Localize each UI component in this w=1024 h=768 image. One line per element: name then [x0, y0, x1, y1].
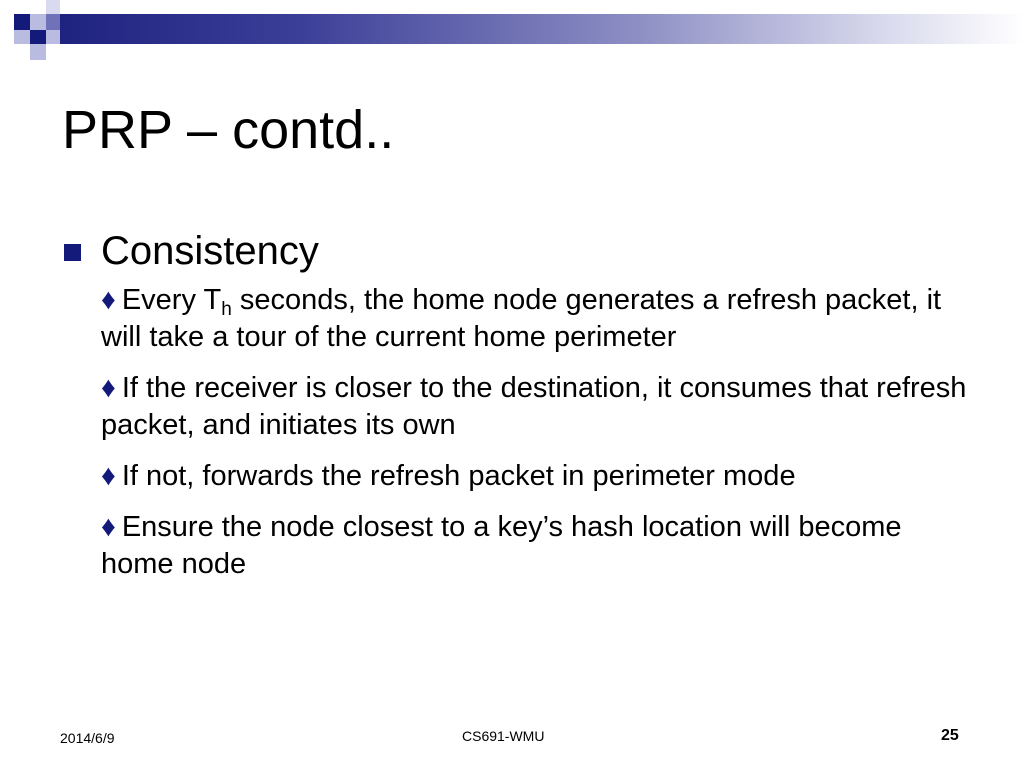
sub-bullet-item [101, 458, 981, 495]
diamond-bullet-icon: ♦ [101, 511, 116, 543]
bullet-text: Consistency [101, 229, 319, 273]
sub-bullet-list [101, 282, 981, 583]
header-square [30, 14, 46, 30]
sub-bullet-text-pre: Every T [121, 284, 222, 316]
header-square [46, 0, 60, 14]
diamond-bullet-icon: ♦ [101, 284, 116, 316]
slide-title: PRP – contd.. [62, 100, 395, 160]
header-square [14, 30, 30, 44]
page-number: 25 [941, 727, 959, 744]
sub-bullet-text: Ensure the node closest to a key’s hash location will become home node [101, 511, 902, 580]
footer-date: 2014/6/9 [60, 730, 115, 746]
diamond-bullet-icon: ♦ [101, 460, 116, 492]
sub-bullet-text: If not, forwards the refresh packet in perimeter mode [121, 460, 796, 492]
bullet-consistency [64, 224, 984, 278]
sub-bullet-item [101, 370, 981, 444]
subscript-text: h [221, 299, 232, 320]
header-square [14, 14, 30, 30]
header-square [46, 30, 60, 44]
header-square [30, 30, 46, 44]
header-square [46, 14, 60, 30]
header-square [30, 44, 46, 60]
sub-bullet-text: If the receiver is closer to the destination, it consumes that refresh packet, and initiates its own [101, 372, 967, 441]
sub-bullet-item [101, 509, 981, 583]
footer-course: CS691-WMU [462, 728, 545, 744]
diamond-bullet-icon: ♦ [101, 372, 116, 404]
sub-bullet-text-post: seconds, the home node generates a refresh packet, it will take a tour of the current home perimeter [101, 284, 942, 353]
sub-bullet-item [101, 282, 981, 356]
header-gradient-bar [60, 14, 1024, 44]
square-bullet-icon [64, 244, 81, 261]
slide-content [64, 224, 984, 597]
